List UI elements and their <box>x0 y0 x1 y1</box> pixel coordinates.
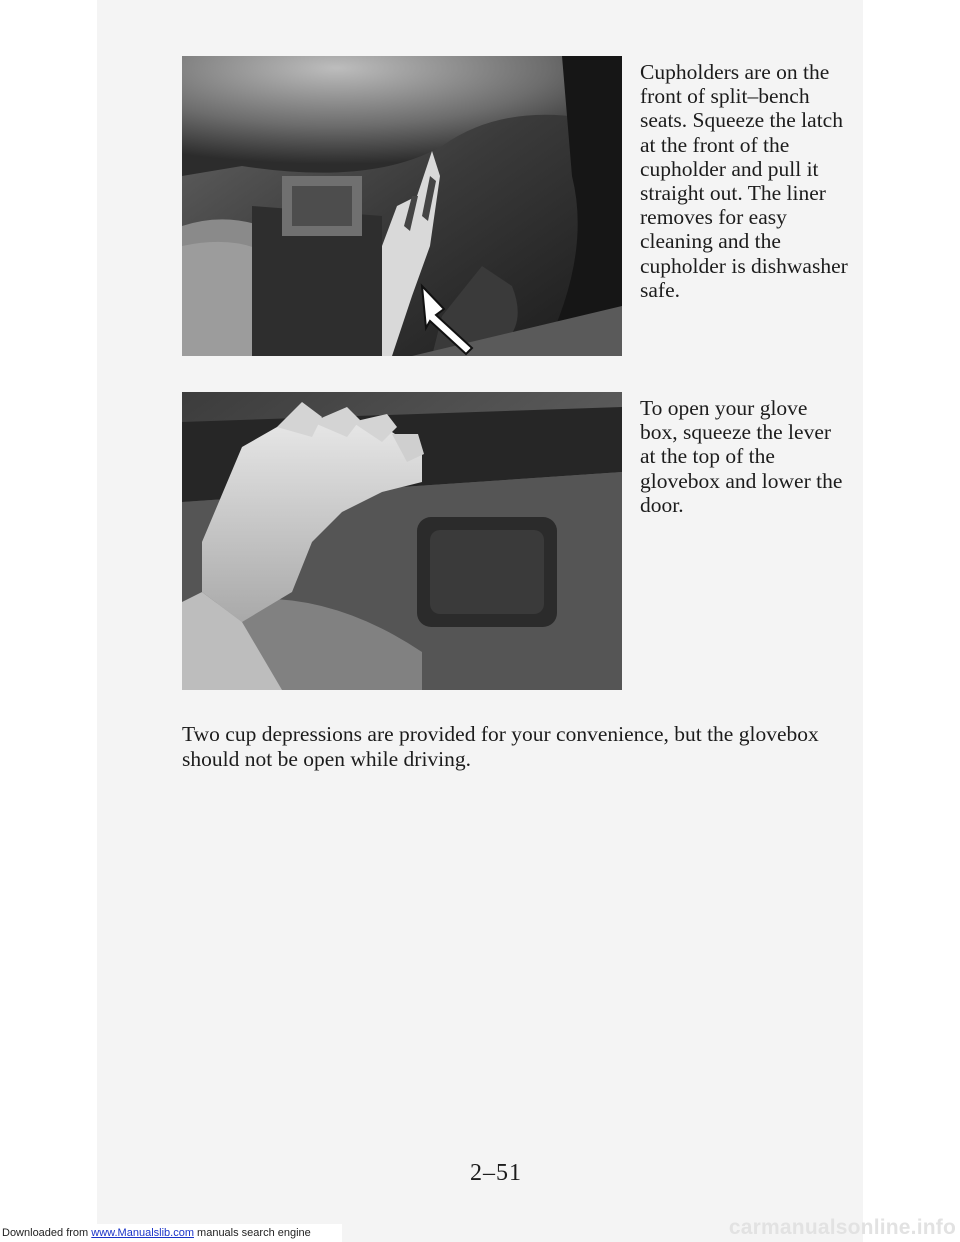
footer-suffix: manuals search engine <box>193 1227 311 1239</box>
cupholder-photo <box>182 56 622 356</box>
glovebox-photo <box>182 392 622 690</box>
cup-depressions-note: Two cup depressions are provided for your convenience, but the glovebox should not be open while driving. <box>182 722 819 771</box>
watermark: carmanualsonline.info <box>728 1216 956 1239</box>
footer-prefix: Downloaded from <box>2 1227 92 1239</box>
manualslib-link[interactable]: www.Manualslib.com <box>91 1227 194 1239</box>
download-footer <box>0 1224 342 1242</box>
page-number: 2–51 <box>470 1160 522 1186</box>
cupholder-instructions: Cupholders are on the front of split–bench seats. Squeeze the latch at the front of the cupholder and pull it straight out. The liner removes for easy cleaning and the cupholder is dishwasher safe. <box>640 60 848 302</box>
glovebox-instructions: To open your glove box, squeeze the lever at the top of the glovebox and lower the door. <box>640 396 843 517</box>
